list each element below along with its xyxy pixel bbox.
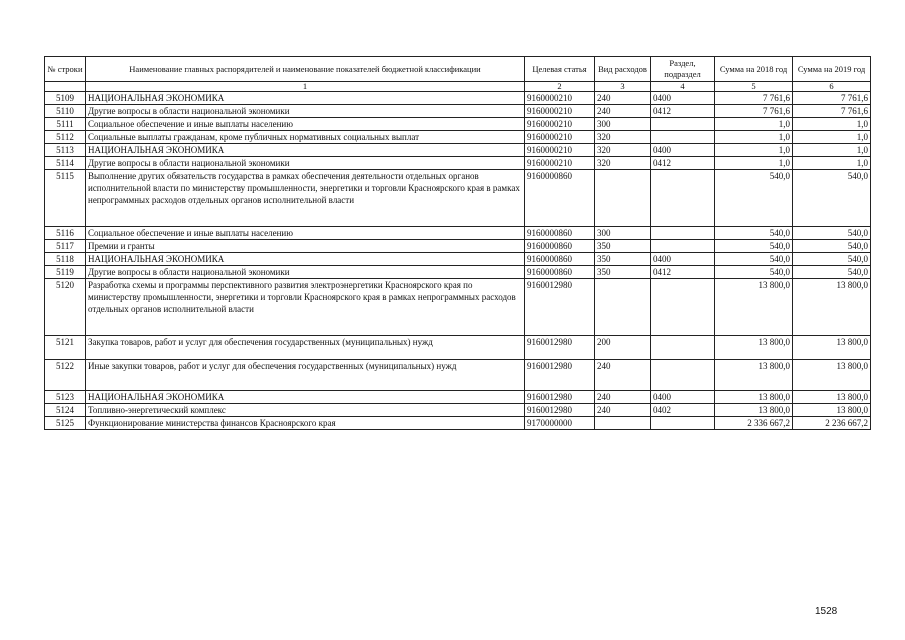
table-row <box>45 417 871 430</box>
row-section: 0400 <box>651 92 715 105</box>
row-number: 5117 <box>45 240 86 253</box>
row-section <box>651 336 715 360</box>
row-sum-2018: 13 800,0 <box>715 279 793 336</box>
row-target-code: 9160012980 <box>525 279 595 336</box>
row-name: Социальное обеспечение и иные выплаты населению <box>86 118 525 131</box>
budget-table <box>44 56 871 430</box>
row-target-code: 9160012980 <box>525 360 595 391</box>
row-expense-type: 350 <box>595 253 651 266</box>
row-number: 5123 <box>45 391 86 404</box>
row-section <box>651 227 715 240</box>
row-target-code: 9160000210 <box>525 144 595 157</box>
row-section <box>651 131 715 144</box>
row-sum-2019: 7 761,6 <box>793 105 871 118</box>
row-target-code: 9160000860 <box>525 170 595 227</box>
table-row <box>45 336 871 360</box>
row-target-code: 9160000210 <box>525 118 595 131</box>
row-sum-2019: 2 236 667,2 <box>793 417 871 430</box>
row-sum-2019: 540,0 <box>793 240 871 253</box>
index-cell: 6 <box>793 82 871 92</box>
header-num: № строки <box>45 57 86 82</box>
table-row <box>45 279 871 336</box>
row-number: 5109 <box>45 92 86 105</box>
row-name: Функционирование министерства финансов Красноярского края <box>86 417 525 430</box>
header-name: Наименование главных распорядителей и наименование показателей бюджетной классификации <box>86 57 525 82</box>
row-section <box>651 279 715 336</box>
row-expense-type: 300 <box>595 227 651 240</box>
row-number: 5115 <box>45 170 86 227</box>
row-name: НАЦИОНАЛЬНАЯ ЭКОНОМИКА <box>86 92 525 105</box>
row-target-code: 9160012980 <box>525 404 595 417</box>
row-target-code: 9160000210 <box>525 157 595 170</box>
row-sum-2018: 13 800,0 <box>715 360 793 391</box>
table-row <box>45 227 871 240</box>
row-name: НАЦИОНАЛЬНАЯ ЭКОНОМИКА <box>86 144 525 157</box>
row-expense-type <box>595 170 651 227</box>
row-number: 5112 <box>45 131 86 144</box>
row-section <box>651 360 715 391</box>
row-target-code: 9170000000 <box>525 417 595 430</box>
table-row <box>45 92 871 105</box>
row-expense-type: 240 <box>595 105 651 118</box>
table-row <box>45 266 871 279</box>
row-name: Закупка товаров, работ и услуг для обеспечения государственных (муниципальных) нужд <box>86 336 525 360</box>
row-section: 0402 <box>651 404 715 417</box>
row-name: Социальные выплаты гражданам, кроме публичных нормативных социальных выплат <box>86 131 525 144</box>
row-target-code: 9160012980 <box>525 391 595 404</box>
row-sum-2019: 540,0 <box>793 266 871 279</box>
index-cell: 4 <box>651 82 715 92</box>
table-row <box>45 404 871 417</box>
row-sum-2018: 13 800,0 <box>715 404 793 417</box>
row-name: Премии и гранты <box>86 240 525 253</box>
row-expense-type <box>595 279 651 336</box>
row-expense-type: 240 <box>595 92 651 105</box>
row-expense-type: 320 <box>595 144 651 157</box>
row-number: 5113 <box>45 144 86 157</box>
header-razdel: Раздел, подраздел <box>651 57 715 82</box>
row-number: 5122 <box>45 360 86 391</box>
row-sum-2018: 1,0 <box>715 157 793 170</box>
row-expense-type: 350 <box>595 240 651 253</box>
row-sum-2019: 13 800,0 <box>793 279 871 336</box>
row-sum-2018: 1,0 <box>715 118 793 131</box>
row-expense-type: 240 <box>595 391 651 404</box>
row-section: 0412 <box>651 105 715 118</box>
table-row <box>45 170 871 227</box>
page-number: 1528 <box>815 606 838 617</box>
row-sum-2018: 540,0 <box>715 170 793 227</box>
row-number: 5119 <box>45 266 86 279</box>
table-row <box>45 105 871 118</box>
row-sum-2018: 540,0 <box>715 240 793 253</box>
row-target-code: 9160000210 <box>525 105 595 118</box>
row-sum-2019: 540,0 <box>793 170 871 227</box>
row-number: 5118 <box>45 253 86 266</box>
row-sum-2019: 1,0 <box>793 118 871 131</box>
row-sum-2019: 1,0 <box>793 144 871 157</box>
header-code: Целевая статья <box>525 57 595 82</box>
table-row <box>45 118 871 131</box>
row-number: 5114 <box>45 157 86 170</box>
index-cell: 2 <box>525 82 595 92</box>
row-expense-type: 200 <box>595 336 651 360</box>
row-name: Разработка схемы и программы перспективного развития электроэнергетики Красноярского края по министерству промышленности, энергетики и торговли Красноярского края в рамках непрограммных расходов отдельных органов исполнительной власти <box>86 279 525 336</box>
row-number: 5125 <box>45 417 86 430</box>
row-expense-type: 240 <box>595 360 651 391</box>
row-name: Другие вопросы в области национальной экономики <box>86 157 525 170</box>
row-name: Выполнение других обязательств государства в рамках обеспечения деятельности отдельных органов исполнительной власти по министерству промышленности, энергетики и торговли Красноярского края в рамках непрограммных расходов отдельных органов исполнительной власти <box>86 170 525 227</box>
row-expense-type: 320 <box>595 157 651 170</box>
table-row <box>45 253 871 266</box>
row-number: 5124 <box>45 404 86 417</box>
row-number: 5120 <box>45 279 86 336</box>
row-sum-2018: 2 336 667,2 <box>715 417 793 430</box>
table-header-row <box>45 57 871 82</box>
index-cell: 3 <box>595 82 651 92</box>
row-sum-2019: 13 800,0 <box>793 391 871 404</box>
row-expense-type: 240 <box>595 404 651 417</box>
table-row <box>45 144 871 157</box>
row-name: Другие вопросы в области национальной экономики <box>86 105 525 118</box>
row-section: 0400 <box>651 144 715 157</box>
index-cell <box>45 82 86 92</box>
row-section <box>651 118 715 131</box>
row-sum-2018: 1,0 <box>715 131 793 144</box>
row-expense-type: 300 <box>595 118 651 131</box>
header-sum-2019: Сумма на 2019 год <box>793 57 871 82</box>
table-row <box>45 391 871 404</box>
row-sum-2019: 13 800,0 <box>793 404 871 417</box>
row-sum-2019: 1,0 <box>793 131 871 144</box>
row-sum-2018: 7 761,6 <box>715 92 793 105</box>
row-sum-2019: 13 800,0 <box>793 336 871 360</box>
row-sum-2018: 540,0 <box>715 227 793 240</box>
row-sum-2019: 13 800,0 <box>793 360 871 391</box>
table-body <box>45 92 871 430</box>
row-number: 5111 <box>45 118 86 131</box>
row-expense-type: 350 <box>595 266 651 279</box>
row-sum-2018: 13 800,0 <box>715 391 793 404</box>
row-section: 0412 <box>651 157 715 170</box>
row-name: Другие вопросы в области национальной экономики <box>86 266 525 279</box>
row-sum-2019: 540,0 <box>793 227 871 240</box>
table-row <box>45 240 871 253</box>
column-index-row <box>45 82 871 92</box>
row-section: 0400 <box>651 253 715 266</box>
row-section: 0412 <box>651 266 715 279</box>
row-target-code: 9160000860 <box>525 240 595 253</box>
row-section <box>651 240 715 253</box>
row-name: НАЦИОНАЛЬНАЯ ЭКОНОМИКА <box>86 391 525 404</box>
row-target-code: 9160000860 <box>525 253 595 266</box>
header-sum-2018: Сумма на 2018 год <box>715 57 793 82</box>
row-sum-2018: 7 761,6 <box>715 105 793 118</box>
row-sum-2018: 540,0 <box>715 253 793 266</box>
row-sum-2018: 13 800,0 <box>715 336 793 360</box>
row-sum-2019: 540,0 <box>793 253 871 266</box>
row-number: 5116 <box>45 227 86 240</box>
table-row <box>45 360 871 391</box>
row-target-code: 9160000860 <box>525 227 595 240</box>
row-name: Иные закупки товаров, работ и услуг для обеспечения государственных (муниципальных) нужд <box>86 360 525 391</box>
row-sum-2019: 7 761,6 <box>793 92 871 105</box>
row-number: 5110 <box>45 105 86 118</box>
row-section <box>651 417 715 430</box>
row-expense-type <box>595 417 651 430</box>
row-sum-2018: 540,0 <box>715 266 793 279</box>
row-name: Социальное обеспечение и иные выплаты населению <box>86 227 525 240</box>
row-number: 5121 <box>45 336 86 360</box>
row-section: 0400 <box>651 391 715 404</box>
row-expense-type: 320 <box>595 131 651 144</box>
table-row <box>45 157 871 170</box>
row-name: Топливно-энергетический комплекс <box>86 404 525 417</box>
row-section <box>651 170 715 227</box>
index-cell: 1 <box>86 82 525 92</box>
row-sum-2019: 1,0 <box>793 157 871 170</box>
row-name: НАЦИОНАЛЬНАЯ ЭКОНОМИКА <box>86 253 525 266</box>
table-row <box>45 131 871 144</box>
index-cell: 5 <box>715 82 793 92</box>
row-sum-2018: 1,0 <box>715 144 793 157</box>
row-target-code: 9160000210 <box>525 131 595 144</box>
header-vid: Вид расходов <box>595 57 651 82</box>
row-target-code: 9160012980 <box>525 336 595 360</box>
row-target-code: 9160000210 <box>525 92 595 105</box>
row-target-code: 9160000860 <box>525 266 595 279</box>
